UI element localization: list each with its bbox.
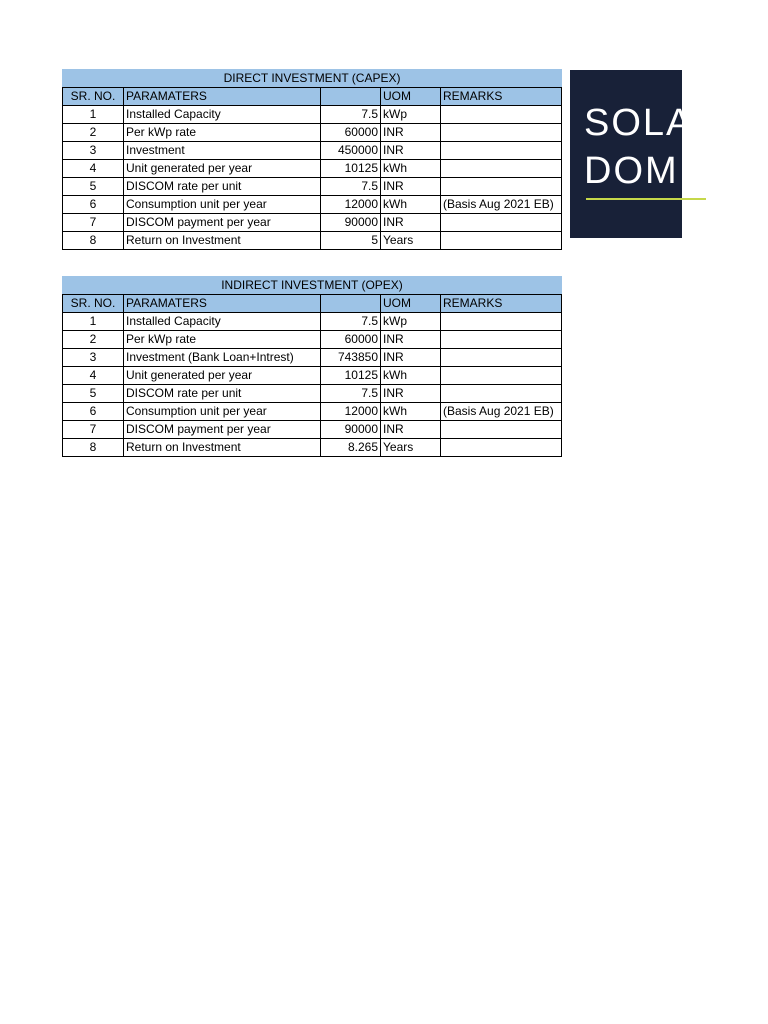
sr-no-cell: 3 bbox=[63, 349, 124, 367]
table-row bbox=[63, 232, 562, 250]
table-row bbox=[63, 421, 562, 439]
column-header: REMARKS bbox=[441, 295, 562, 313]
column-header bbox=[321, 295, 381, 313]
banner-line-2: DOM bbox=[584, 150, 679, 192]
remarks-cell bbox=[441, 349, 562, 367]
table-row bbox=[63, 124, 562, 142]
sr-no-cell: 5 bbox=[63, 385, 124, 403]
uom-cell: INR bbox=[381, 142, 441, 160]
parameter-cell: Consumption unit per year bbox=[124, 403, 321, 421]
parameter-cell: Unit generated per year bbox=[124, 367, 321, 385]
parameter-cell: DISCOM rate per unit bbox=[124, 385, 321, 403]
value-cell: 10125 bbox=[321, 160, 381, 178]
sr-no-cell: 1 bbox=[63, 313, 124, 331]
table-row bbox=[63, 160, 562, 178]
value-cell: 7.5 bbox=[321, 178, 381, 196]
table-row bbox=[63, 439, 562, 457]
opex-title: INDIRECT INVESTMENT (OPEX) bbox=[63, 277, 562, 295]
uom-cell: INR bbox=[381, 331, 441, 349]
uom-cell: INR bbox=[381, 214, 441, 232]
opex-body bbox=[63, 277, 562, 457]
remarks-cell bbox=[441, 367, 562, 385]
remarks-cell bbox=[441, 214, 562, 232]
parameter-cell: Investment bbox=[124, 142, 321, 160]
value-cell: 450000 bbox=[321, 142, 381, 160]
value-cell: 10125 bbox=[321, 367, 381, 385]
value-cell: 743850 bbox=[321, 349, 381, 367]
uom-cell: INR bbox=[381, 421, 441, 439]
capex-title: DIRECT INVESTMENT (CAPEX) bbox=[63, 70, 562, 88]
column-header: UOM bbox=[381, 88, 441, 106]
parameter-cell: Return on Investment bbox=[124, 232, 321, 250]
table-row bbox=[63, 403, 562, 421]
value-cell: 60000 bbox=[321, 124, 381, 142]
table-row bbox=[63, 385, 562, 403]
value-cell: 60000 bbox=[321, 331, 381, 349]
parameter-cell: Per kWp rate bbox=[124, 124, 321, 142]
uom-cell: kWh bbox=[381, 367, 441, 385]
sr-no-cell: 2 bbox=[63, 331, 124, 349]
value-cell: 90000 bbox=[321, 214, 381, 232]
opex-title-row bbox=[63, 277, 562, 295]
parameter-cell: Installed Capacity bbox=[124, 106, 321, 124]
uom-cell: kWp bbox=[381, 313, 441, 331]
value-cell: 5 bbox=[321, 232, 381, 250]
remarks-cell bbox=[441, 178, 562, 196]
uom-cell: INR bbox=[381, 349, 441, 367]
remarks-cell: (Basis Aug 2021 EB) bbox=[441, 196, 562, 214]
value-cell: 7.5 bbox=[321, 106, 381, 124]
sr-no-cell: 5 bbox=[63, 178, 124, 196]
sr-no-cell: 1 bbox=[63, 106, 124, 124]
uom-cell: kWh bbox=[381, 403, 441, 421]
parameter-cell: Investment (Bank Loan+Intrest) bbox=[124, 349, 321, 367]
table-row bbox=[63, 196, 562, 214]
sr-no-cell: 6 bbox=[63, 403, 124, 421]
uom-cell: INR bbox=[381, 178, 441, 196]
table-row bbox=[63, 349, 562, 367]
remarks-cell bbox=[441, 439, 562, 457]
remarks-cell bbox=[441, 331, 562, 349]
parameter-cell: Return on Investment bbox=[124, 439, 321, 457]
table-row bbox=[63, 214, 562, 232]
capex-title-row bbox=[63, 70, 562, 88]
capex-header-row bbox=[63, 88, 562, 106]
value-cell: 12000 bbox=[321, 403, 381, 421]
sr-no-cell: 7 bbox=[63, 421, 124, 439]
remarks-cell bbox=[441, 160, 562, 178]
uom-cell: kWh bbox=[381, 160, 441, 178]
value-cell: 7.5 bbox=[321, 385, 381, 403]
banner-line-1: SOLA bbox=[584, 102, 694, 144]
sr-no-cell: 8 bbox=[63, 232, 124, 250]
uom-cell: kWh bbox=[381, 196, 441, 214]
parameter-cell: Unit generated per year bbox=[124, 160, 321, 178]
opex-header-row bbox=[63, 295, 562, 313]
remarks-cell bbox=[441, 421, 562, 439]
remarks-cell bbox=[441, 313, 562, 331]
capex-table bbox=[62, 69, 562, 250]
column-header bbox=[321, 88, 381, 106]
table-row bbox=[63, 142, 562, 160]
uom-cell: kWp bbox=[381, 106, 441, 124]
uom-cell: INR bbox=[381, 385, 441, 403]
sr-no-cell: 7 bbox=[63, 214, 124, 232]
parameter-cell: DISCOM rate per unit bbox=[124, 178, 321, 196]
table-row bbox=[63, 313, 562, 331]
solar-banner-image bbox=[570, 70, 694, 238]
sr-no-cell: 3 bbox=[63, 142, 124, 160]
table-row bbox=[63, 178, 562, 196]
value-cell: 12000 bbox=[321, 196, 381, 214]
remarks-cell bbox=[441, 385, 562, 403]
column-header: SR. NO. bbox=[63, 295, 124, 313]
sr-no-cell: 6 bbox=[63, 196, 124, 214]
value-cell: 7.5 bbox=[321, 313, 381, 331]
sr-no-cell: 4 bbox=[63, 367, 124, 385]
capex-body bbox=[63, 70, 562, 250]
parameter-cell: DISCOM payment per year bbox=[124, 214, 321, 232]
uom-cell: INR bbox=[381, 124, 441, 142]
sr-no-cell: 4 bbox=[63, 160, 124, 178]
opex-table bbox=[62, 276, 562, 457]
remarks-cell bbox=[441, 232, 562, 250]
column-header: UOM bbox=[381, 295, 441, 313]
table-row bbox=[63, 331, 562, 349]
column-header: PARAMATERS bbox=[124, 88, 321, 106]
uom-cell: Years bbox=[381, 439, 441, 457]
uom-cell: Years bbox=[381, 232, 441, 250]
column-header: SR. NO. bbox=[63, 88, 124, 106]
table-row bbox=[63, 367, 562, 385]
parameter-cell: Consumption unit per year bbox=[124, 196, 321, 214]
parameter-cell: Installed Capacity bbox=[124, 313, 321, 331]
remarks-cell: (Basis Aug 2021 EB) bbox=[441, 403, 562, 421]
remarks-cell bbox=[441, 106, 562, 124]
parameter-cell: Per kWp rate bbox=[124, 331, 321, 349]
column-header: PARAMATERS bbox=[124, 295, 321, 313]
sr-no-cell: 2 bbox=[63, 124, 124, 142]
remarks-cell bbox=[441, 142, 562, 160]
table-row bbox=[63, 106, 562, 124]
column-header: REMARKS bbox=[441, 88, 562, 106]
banner-accent-rule bbox=[586, 198, 706, 200]
remarks-cell bbox=[441, 124, 562, 142]
parameter-cell: DISCOM payment per year bbox=[124, 421, 321, 439]
sr-no-cell: 8 bbox=[63, 439, 124, 457]
value-cell: 8.265 bbox=[321, 439, 381, 457]
value-cell: 90000 bbox=[321, 421, 381, 439]
